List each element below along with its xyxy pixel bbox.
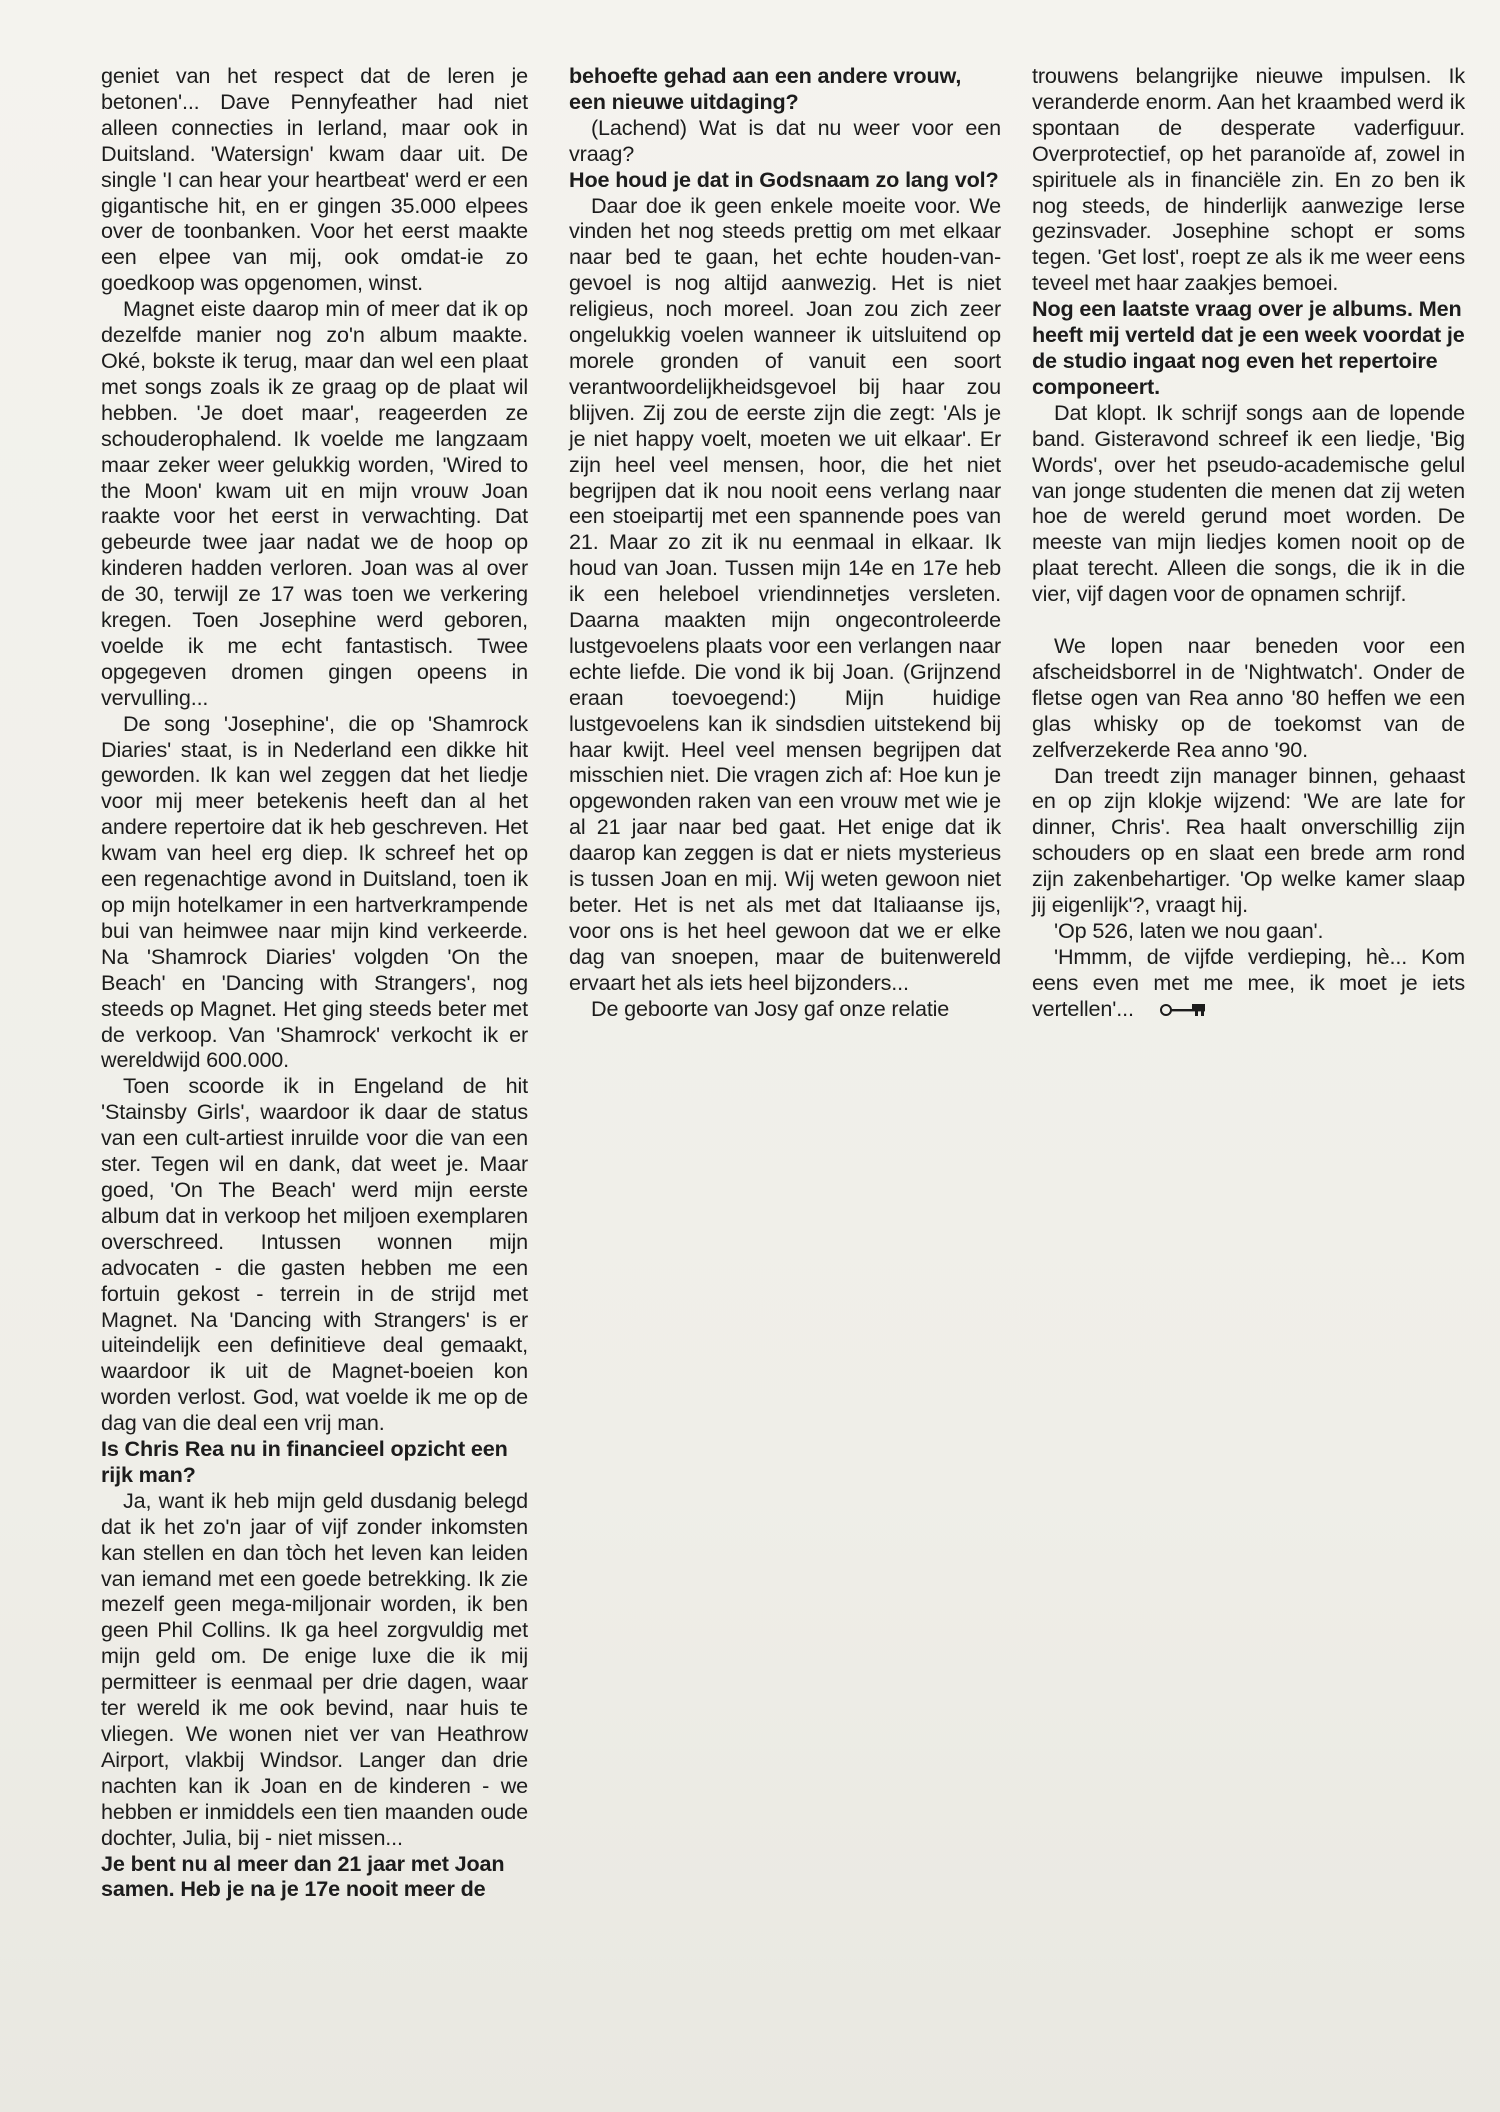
paragraph-text: behoefte gehad aan een andere vrouw, een nieuwe uitdaging? — [569, 63, 962, 114]
article-paragraph — [101, 711, 528, 1074]
paragraph-text: 'Op 526, laten we nou gaan'. — [1054, 918, 1324, 943]
column-3 — [1032, 63, 1465, 1022]
interview-question — [101, 1851, 528, 1903]
paragraph-text: Magnet eiste daarop min of meer dat ik op dezelfde manier nog zo'n album maakte. Oké, bokste ik terug, maar dan wel een plaat met songs zoals ik ze graag op de plaat wil hebben. 'Je doet maar', reageerden ze schouderophalend. Ik voelde me langzaam maar zeker weer gelukkig worden, 'Wired to the Moon' kwam uit en mijn vrouw Joan raakte voor het eerst in verwachting. Dat gebeurde twee jaar nadat we de hoop op kinderen hadden verloren. Joan was al over de 30, terwijl ze 17 was toen we verkering kregen. Toen Josephine werd geboren, voelde ik me echt fantastisch. Twee opgegeven dromen gingen opeens in vervulling... — [101, 296, 528, 710]
article-paragraph — [1032, 918, 1465, 944]
paragraph-text: Ja, want ik heb mijn geld dusdanig belegd dat ik het zo'n jaar of vijf zonder inkomsten kan stellen en dan tòch het leven kan leiden van iemand met een goede betrekking. Ik zie mezelf geen mega-miljonair worden, ik ben geen Phil Collins. Ik ga heel zorgvuldig met mijn geld om. De enige luxe die ik mij permitteer is eenmaal per drie dagen, waar ter wereld ik me ook bevind, naar huis te vliegen. We wonen niet ver van Heathrow Airport, vlakbij Windsor. Langer dan drie nachten kan ik Joan en de kinderen - we hebben er inmiddels een tien maanden oude dochter, Julia, bij - niet missen... — [101, 1487, 528, 1850]
paragraph-text: De geboorte van Josy gaf onze relatie — [591, 995, 950, 1021]
paragraph-text: Dan treedt zijn manager binnen, gehaast en op zijn klokje wijzend: 'We are late for dinner, Chris'. Rea haalt onverschillig zijn schouders op en slaat een brede arm rond zijn zakenbehartiger. 'Op welke kamer slaap jij eigenlijk'?, vraagt hij. — [1032, 762, 1465, 918]
column-1 — [101, 63, 528, 1902]
paragraph-text: Hoe houd je dat in Godsnaam zo lang vol? — [569, 166, 999, 192]
paragraph-text: Is Chris Rea nu in financieel opzicht een rijk man? — [101, 1436, 508, 1487]
paragraph-text: We lopen naar beneden voor een afscheidsborrel in de 'Nightwatch'. Onder de fletse ogen van Rea anno '80 heffen we een glas whisky op de toekomst van de zelfverzekerde Rea anno '90. — [1032, 633, 1465, 762]
paragraph-text: Dat klopt. Ik schrijf songs aan de lopende band. Gisteravond schreef ik een liedje, 'Big Words', over het pseudo-academische gelul van jonge studenten die menen dat zij weten hoe de wereld gerund moet worden. De meeste van mijn liedjes komen nooit op de plaat terecht. Alleen die songs, die ik in die vier, vijf dagen voor de opnamen schrijf. — [1032, 399, 1465, 607]
paragraph-text: 'Hmmm, de vijfde verdieping, hè... Kom eens even met me mee, ik moet je iets vertellen'... — [1032, 943, 1465, 1021]
paragraph-text: Nog een laatste vraag over je albums. Men heeft mij verteld dat je een week voordat je de studio ingaat nog even het repertoire componeert. — [1032, 296, 1465, 399]
key-icon — [1137, 998, 1191, 1014]
paragraph-text: Daar doe ik geen enkele moeite voor. We vinden het nog steeds prettig om met elkaar naar bed te gaan, het echte houden-van- gevoel is nog altijd aanwezig. Het is niet religieus, noch moreel. Joan zou zich zeer ongelukkig voelen wanneer ik uitsluitend op morele gronden of vanuit een soort verantwoordelijkheidsgevoel bij haar zou blijven. Zij zou de eerste zijn die zegt: 'Als je je niet happy voelt, moeten we uit elkaar'. Er zijn heel veel mensen, hoor, die het niet begrijpen dat ik nou nooit eens verlang naar een stoeipartij met een spannende poes van 21. Maar zo zit ik nu eenmaal in elkaar. Ik houd van Joan. Tussen mijn 14e en 17e heb ik een heleboel vriendinnetjes versleten. Daarna maakten mijn ongecontroleerde lustgevoelens plaats voor een verlangen naar echte liefde. Die vond ik bij Joan. (Grijnzend eraan toevoegend:) Mijn huidige lustgevoelens kan ik sindsdien uitstekend bij haar kwijt. Heel veel mensen begrijpen dat misschien niet. Die vragen zich af: Hoe kun je opgewonden raken van een vrouw met wie je al 21 jaar naar bed gaat. Het enige dat ik daarop kan zeggen is dat er niets mysterieus is tussen Joan en mij. Wij weten gewoon niet beter. Het is net als met dat Italiaanse ijs, voor ons is het heel gewoon dat we er elke dag van snoepen, maar de buitenwereld ervaart het als iets heel bijzonders... — [569, 192, 1001, 995]
interview-question — [569, 167, 1001, 193]
paragraph-text: trouwens belangrijke nieuwe impulsen. Ik veranderde enorm. Aan het kraambed werd ik spontaan de desperate vaderfiguur. Overprotectief, op het paranoïde af, zowel in spirituele als in financiële zin. En zo ben ik nog steeds, de hinderlijk aanwezige Ierse gezinsvader. Josephine schopt er soms tegen. 'Get lost', roept ze als ik me weer eens teveel met haar zaakjes bemoei. — [1032, 63, 1465, 296]
column-2 — [569, 63, 1001, 1022]
article-paragraph — [1032, 633, 1465, 763]
paragraph-text: geniet van het respect dat de leren je betonen'... Dave Pennyfeather had niet alleen connecties in Ierland, maar ook in Duitsland. 'Watersign' kwam daar uit. De single 'I can hear your heartbeat' werd er een gigantische hit, en er gingen 35.000 elpees over de toonbanken. Voor het eerst maakte een elpee van mij, ook omdat-ie zo goedkoop was opgenomen, winst. — [101, 63, 528, 296]
article-paragraph — [101, 63, 528, 296]
paragraph-text: (Lachend) Wat is dat nu weer voor een vraag? — [569, 114, 1001, 166]
interview-question — [1032, 296, 1465, 400]
interview-question — [101, 1436, 528, 1488]
paragraph-text: Toen scoorde ik in Engeland de hit 'Stainsby Girls', waardoor ik daar de status van een cult-artiest inruilde voor die van een ster. Tegen wil en dank, dat weet je. Maar goed, 'On The Beach' werd mijn eerste album dat in verkoop het miljoen exemplaren overschreed. Intussen wonnen mijn advocaten - die gasten hebben me een fortuin gekost - terrein in de strijd met Magnet. Na 'Dancing with Strangers' is er uiteindelijk een definitieve deal gemaakt, waardoor ik uit de Magnet-boeien kon worden verlost. God, wat voelde ik me op de dag van die deal een vrij man. — [101, 1073, 528, 1436]
article-paragraph — [101, 296, 528, 711]
article-paragraph — [569, 193, 1001, 996]
article-paragraph — [1032, 63, 1465, 296]
article-paragraph — [1032, 763, 1465, 918]
article-paragraph — [569, 115, 1001, 167]
article-paragraph — [1032, 944, 1465, 1022]
article-paragraph — [569, 996, 1001, 1022]
interview-question — [569, 63, 1001, 115]
article-paragraph — [101, 1488, 528, 1851]
article-paragraph — [101, 1073, 528, 1436]
paragraph-text: Je bent nu al meer dan 21 jaar met Joan samen. Heb je na je 17e nooit meer de — [101, 1850, 505, 1902]
paragraph-text: De song 'Josephine', die op 'Shamrock Diaries' staat, is in Nederland een dikke hit geworden. Ik kan wel zeggen dat het liedje voor mij meer betekenis heeft dan al het andere repertoire dat ik heb geschreven. Het kwam van heel erg diep. Ik schreef het op een regenachtige avond in Duitsland, toen ik op mijn hotelkamer in een hartverkrampende bui van heimwee naar mijn kind verkeerde. Na 'Shamrock Diaries' volgden 'On the Beach' en 'Dancing with Strangers', nog steeds op Magnet. Het ging steeds beter met de verkoop. Van 'Shamrock' verkocht ik er wereldwijd 600.000. — [101, 710, 528, 1073]
article-paragraph — [1032, 400, 1465, 607]
